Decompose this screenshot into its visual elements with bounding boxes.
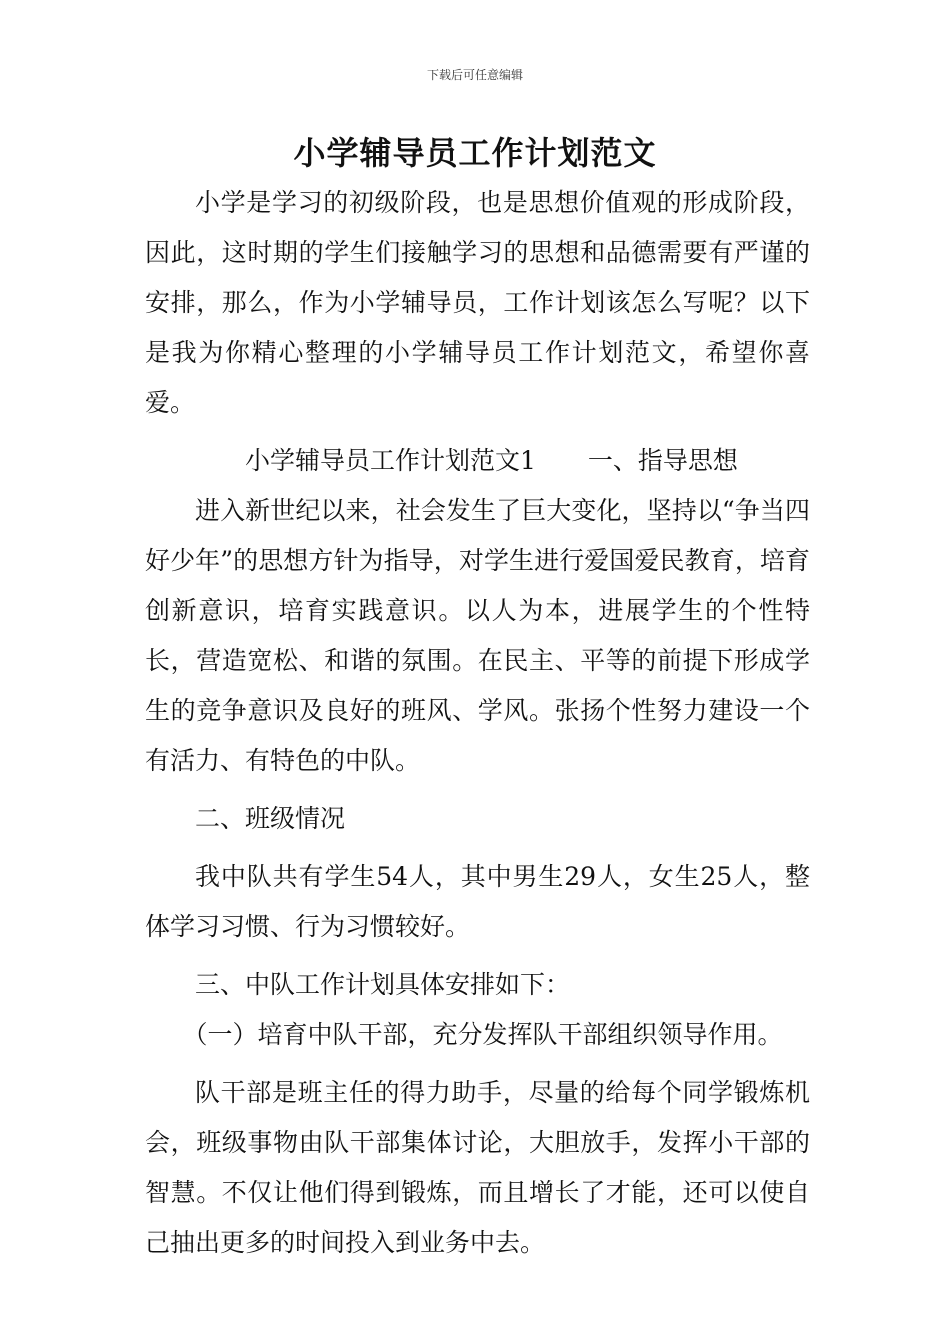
class-paragraph: 我中队共有学生54人，其中男生29人，女生25人，整体学习习惯、行为习惯较好。 xyxy=(145,862,810,941)
intro-paragraph: 小学是学习的初级阶段，也是思想价值观的形成阶段，因此，这时期的学生们接触学习的思想和品德需要有严谨的安排，那么，作为小学辅导员，工作计划该怎么写呢？以下是我为你精心整理的小学辅导员工作计划范文，希望你喜爱。 xyxy=(145,188,810,417)
guiding-paragraph: 进入新世纪以来，社会发生了巨大变化，坚持以“争当四好少年”的思想方针为指导，对学生进行爱国爱民教育，培育创新意识，培育实践意识。以人为本，进展学生的个性特长，营造宽松、和谐的氛围。在民主、平等的前提下形成学生的竞争意识及良好的班风、学风。张扬个性努力建设一个有活力、有特色的中队。 xyxy=(145,496,810,775)
plan-item-1-paragraph: 队干部是班主任的得力助手，尽量的给每个同学锻炼机会，班级事物由队干部集体讨论，大胆放手，发挥小干部的智慧。不仅让他们得到锻炼，而且增长了才能，还可以使自己抽出更多的时间投入到业务中去。 xyxy=(145,1078,810,1257)
header-note: 下载后可任意编辑 xyxy=(426,68,523,82)
section1-subheading: 一、指导思想 xyxy=(587,446,738,475)
section1-heading: 小学辅导员工作计划范文1 xyxy=(245,446,536,475)
document-title: 小学辅导员工作计划范文 xyxy=(293,134,657,172)
section1-heading-line xyxy=(145,436,810,486)
plan-heading: 三、中队工作计划具体安排如下： xyxy=(195,970,571,999)
plan-item-1: （一）培育中队干部，充分发挥队干部组织领导作用。 xyxy=(182,1020,783,1049)
document-body xyxy=(145,178,810,1268)
class-heading: 二、班级情况 xyxy=(195,804,346,833)
